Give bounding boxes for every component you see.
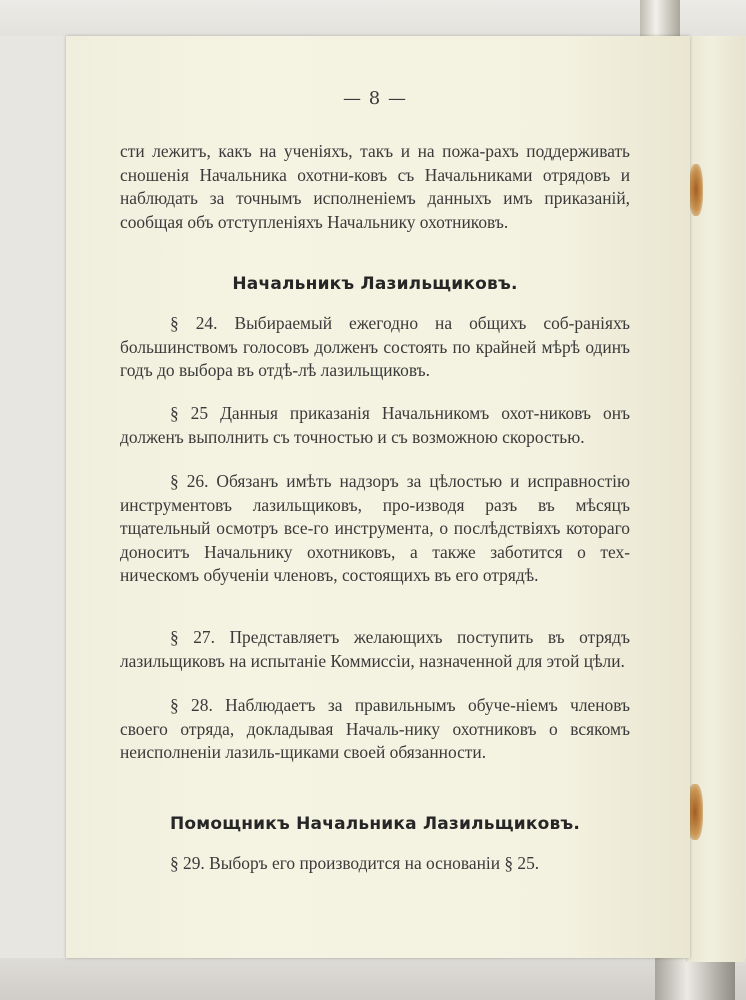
rust-stain (689, 164, 703, 216)
paragraph-text: § 24. Выбираемый ежегодно на общихъ соб-раніяхъ большинствомъ голосовъ долженъ состоять по крайней мѣрѣ одинъ годъ до выбора въ отдѣ-лѣ лазильщиковъ. (120, 313, 630, 381)
section-heading-assistant: Помощникъ Начальника Лазильщиковъ. (169, 814, 581, 834)
book-spine-bottom (655, 958, 735, 1000)
paragraph-25 (120, 402, 630, 449)
paragraph-27 (120, 626, 630, 673)
paragraph-text: § 26. Обязанъ имѣть надзоръ за цѣлостью и исправностію инструментовъ лазильщиковъ, про-изводя разъ въ мѣсяцъ тщательный осмотръ все-го инструмента, о послѣдствіяхъ котораго доноситъ Начальнику охотниковъ, а также заботится о тех-ническомъ обученіи членовъ, состоящихъ въ его отрядѣ. (120, 471, 630, 586)
paragraph-text: § 29. Выборъ его производится на основаніи § 25. (170, 853, 540, 873)
paragraph-29 (120, 852, 630, 876)
intro-paragraph (120, 140, 630, 234)
page-number: — 8 — (343, 88, 407, 109)
facing-page-edge (686, 36, 745, 962)
paragraph-28 (120, 694, 630, 765)
paragraph-text: § 27. Представляетъ желающихъ поступить въ отрядъ лазильщиковъ на испытаніе Коммиссіи, назначенной для этой цѣли. (120, 627, 630, 671)
paragraph-24 (120, 312, 630, 383)
book-spine-top (640, 0, 680, 36)
backdrop-bottom (0, 958, 746, 1000)
backdrop-top (0, 0, 746, 36)
paragraph-text: § 25 Данныя приказанія Начальникомъ охот-никовъ онъ долженъ выполнить съ точностью и съ возможною скоростью. (120, 403, 630, 447)
paragraph-26 (120, 470, 630, 588)
section-heading-chief: Начальникъ Лазильщиковъ. (232, 274, 518, 294)
paragraph-text: § 28. Наблюдаетъ за правильнымъ обуче-ніемъ членовъ своего отряда, докладывая Началь-нику охотниковъ о всякомъ неисполненіи лазиль-щиками своей обязанности. (120, 695, 630, 763)
paragraph-text: сти лежитъ, какъ на ученіяхъ, такъ и на пожа-рахъ поддерживать сношенія Начальника охотни-ковъ съ Начальниками отрядовъ и наблюдать за точнымъ исполненіемъ данныхъ имъ приказаній, сообщая объ отступленіяхъ Начальнику охотниковъ. (120, 141, 630, 232)
